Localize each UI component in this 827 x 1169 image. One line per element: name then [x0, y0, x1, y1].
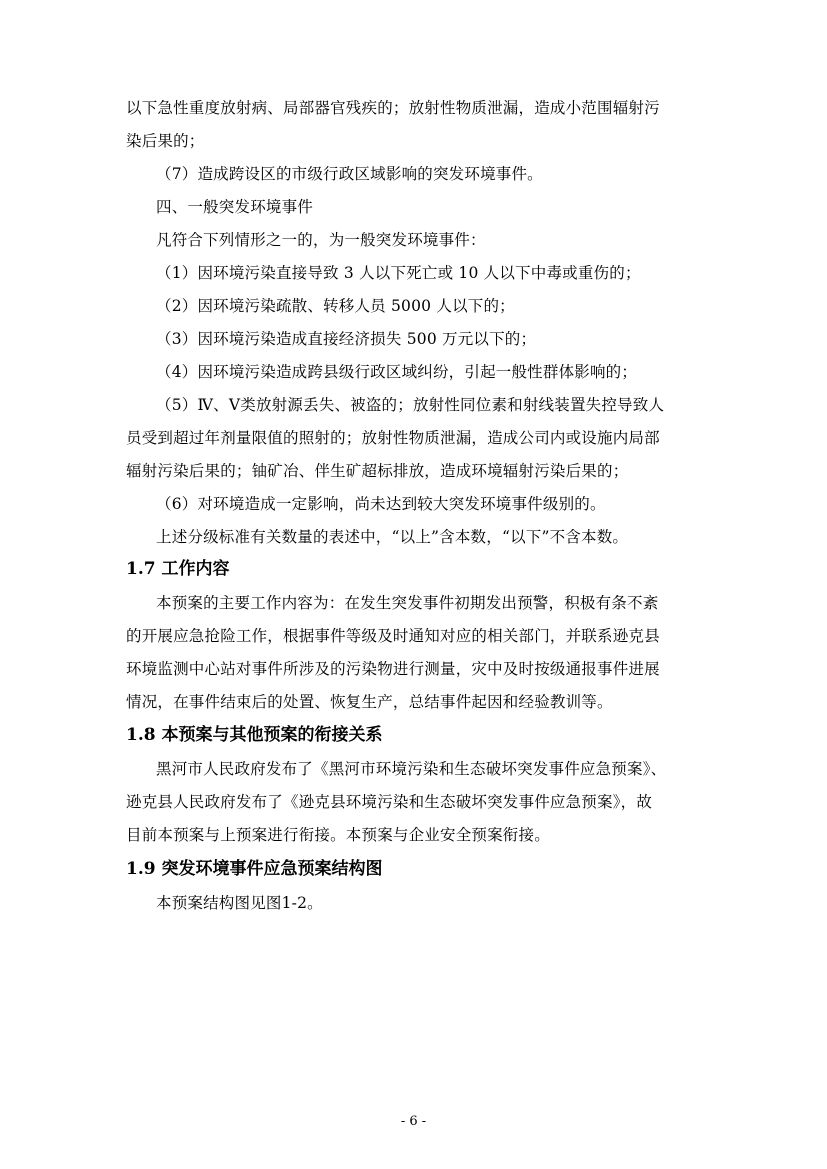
body-line: 凡符合下列情形之一的，为一般突发环境事件： [156, 231, 486, 249]
section-heading-1-8: 1.8 本预案与其他预案的衔接关系 [126, 725, 383, 745]
body-line: （2）因环境污染疏散、转移人员 5000 人以下的； [156, 297, 515, 315]
body-line: 目前本预案与上预案进行衔接。本预案与企业安全预案衔接。 [126, 826, 550, 844]
page-number: - 6 - [400, 1114, 427, 1129]
body-line: （1）因环境污染直接导致 3 人以下死亡或 10 人以下中毒或重伤的； [156, 264, 641, 282]
body-line: 辐射污染后果的；铀矿冶、伴生矿超标排放，造成环境辐射污染后果的； [126, 462, 629, 480]
body-line: 环境监测中心站对事件所涉及的污染物进行测量，灾中及时按级通报事件进展 [126, 660, 660, 678]
body-line: 上述分级标准有关数量的表述中，“以上”含本数，“以下”不含本数。 [156, 528, 629, 546]
body-line: 本预案的主要工作内容为：在发生突发事件初期发出预警，积极有条不紊 [156, 594, 659, 612]
body-line: 染后果的； [126, 132, 205, 150]
body-line: （5）Ⅳ、Ⅴ类放射源丢失、被盗的；放射性同位素和射线装置失控导致人 [156, 396, 665, 414]
body-line: （3）因环境污染造成直接经济损失 500 万元以下的； [156, 330, 537, 348]
body-line: 逊克县人民政府发布了《逊克县环境污染和生态破坏突发事件应急预案》，故 [126, 793, 653, 811]
body-line: 黑河市人民政府发布了《黑河市环境污染和生态破坏突发事件应急预案》、 [156, 760, 667, 778]
body-line: 本预案结构图见图1-2。 [156, 894, 323, 912]
body-line: 情况，在事件结束后的处置、恢复生产，总结事件起因和经验教训等。 [126, 693, 613, 711]
body-line: 的开展应急抢险工作，根据事件等级及时通知对应的相关部门，并联系逊克县 [126, 627, 660, 645]
body-line: （6）对环境造成一定影响，尚未达到较大突发环境事件级别的。 [156, 495, 606, 513]
section-heading-1-9: 1.9 突发环境事件应急预案结构图 [126, 859, 383, 879]
body-line: 员受到超过年剂量限值的照射的；放射性物质泄漏，造成公司内或设施内局部 [126, 429, 660, 447]
body-line: 以下急性重度放射病、局部器官残疾的；放射性物质泄漏，造成小范围辐射污 [126, 99, 660, 117]
body-line: 四、一般突发环境事件 [156, 198, 314, 216]
body-line: （7）造成跨设区的市级行政区域影响的突发环境事件。 [156, 165, 543, 183]
body-line: （4）因环境污染造成跨县级行政区域纠纷，引起一般性群体影响的； [156, 363, 638, 381]
section-heading-1-7: 1.7 工作内容 [126, 559, 230, 579]
